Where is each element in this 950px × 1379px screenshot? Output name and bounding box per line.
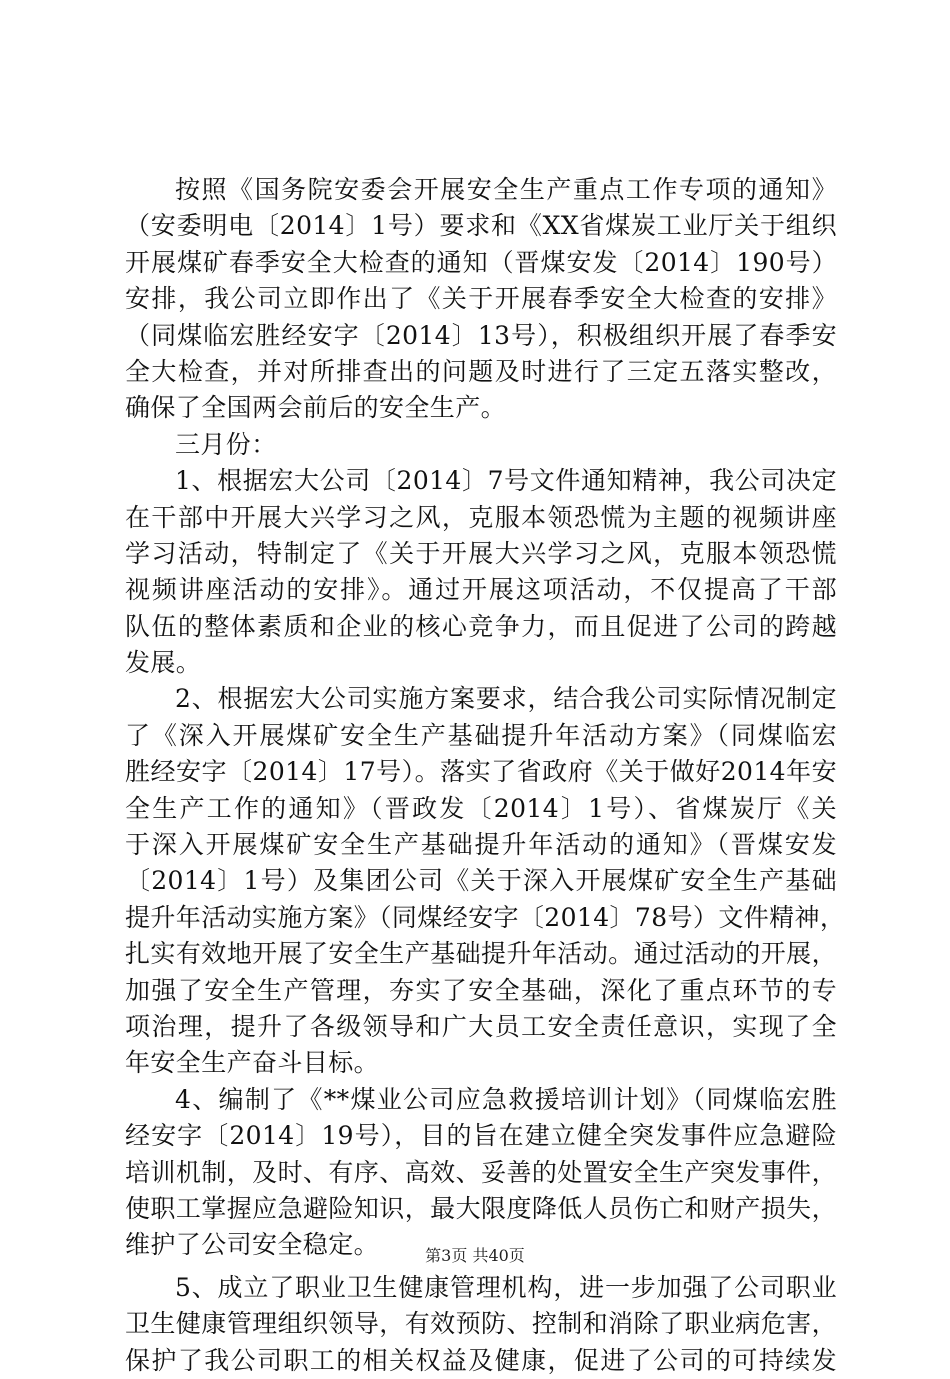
text-line: 2、根据宏大公司实施方案要求，结合我公司实际情况制定 [175, 684, 837, 714]
text-line: 队伍的整体素质和企业的核心竞争力，而且促进了公司的跨越 [125, 611, 837, 641]
text-line: 三月份： [175, 429, 277, 459]
text-line: 年安全生产奋斗目标。 [125, 1048, 380, 1078]
text-line: 视频讲座活动的安排》。通过开展这项活动，不仅提高了干部 [125, 575, 837, 605]
text-line: 于深入开展煤矿安全生产基础提升年活动的通知》（晋煤安发 [125, 830, 837, 860]
page-footer: 第3页 共40页 [425, 1246, 525, 1265]
text-line: 确保了全国两会前后的安全生产。 [125, 393, 507, 423]
text-line: （安委明电〔2014〕1号）要求和《XX省煤炭工业厅关于组织 [125, 211, 837, 241]
text-line: 学习活动，特制定了《关于开展大兴学习之风，克服本领恐慌 [125, 538, 837, 568]
text-line: 使职工掌握应急避险知识，最大限度降低人员伤亡和财产损失， [125, 1193, 837, 1223]
text-line: 维护了公司安全稳定。 [125, 1230, 380, 1260]
text-line: 保护了我公司职工的相关权益及健康，促进了公司的可持续发 [125, 1345, 837, 1375]
text-line: （同煤临宏胜经安字〔2014〕13号），积极组织开展了春季安 [125, 320, 837, 350]
text-line: 开展煤矿春季安全大检查的通知（晋煤安发〔2014〕190号） [125, 247, 837, 277]
text-line: 卫生健康管理组织领导，有效预防、控制和消除了职业病危害， [125, 1309, 837, 1339]
text-line: 培训机制，及时、有序、高效、妥善的处置安全生产突发事件， [125, 1157, 837, 1187]
text-line: 经安字〔2014〕19号），目的旨在建立健全突发事件应急避险 [125, 1121, 837, 1151]
text-line: 发展。 [125, 648, 202, 678]
text-line: 全大检查，并对所排查出的问题及时进行了三定五落实整改， [125, 356, 837, 386]
text-line: 提升年活动实施方案》（同煤经安字〔2014〕78号）文件精神， [125, 902, 846, 932]
text-line: 1、根据宏大公司〔2014〕7号文件通知精神，我公司决定 [175, 466, 837, 496]
text-line: 按照《国务院安委会开展安全生产重点工作专项的通知》 [175, 175, 837, 204]
text-line: 5、成立了职业卫生健康管理机构，进一步加强了公司职业 [175, 1272, 837, 1302]
text-line: 项治理，提升了各级领导和广大员工安全责任意识，实现了全 [125, 1011, 837, 1041]
text-line: 在干部中开展大兴学习之风，克服本领恐慌为主题的视频讲座 [125, 502, 837, 532]
text-line: 4、编制了《**煤业公司应急救援培训计划》（同煤临宏胜 [175, 1084, 837, 1114]
text-line: 安排，我公司立即作出了《关于开展春季安全大检查的安排》 [125, 284, 837, 314]
text-line: 扎实有效地开展了安全生产基础提升年活动。通过活动的开展， [125, 939, 837, 969]
text-line: 全生产工作的通知》（晋政发〔2014〕1号）、省煤炭厅《关 [125, 793, 837, 823]
text-line: 了《深入开展煤矿安全生产基础提升年活动方案》（同煤临宏 [125, 720, 837, 750]
text-line: 加强了安全生产管理，夯实了安全基础，深化了重点环节的专 [125, 975, 837, 1005]
text-line: 胜经安字〔2014〕17号）。落实了省政府《关于做好2014年安 [125, 757, 837, 787]
document-body [125, 172, 846, 1379]
text-line: 〔2014〕1号）及集团公司《关于深入开展煤矿安全生产基础 [125, 866, 837, 896]
